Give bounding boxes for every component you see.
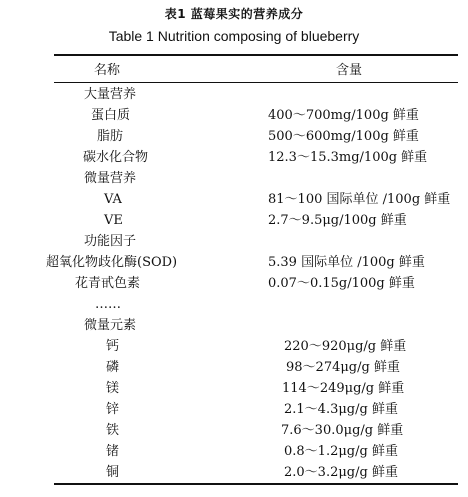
table-row [0,168,468,189]
row-value: 0.8～1.2μg/g 鲜重 [284,444,398,459]
table-row [0,210,468,231]
row-value: 500～600mg/100g 鲜重 [268,129,419,144]
table-row [0,273,468,294]
table-row [0,441,468,462]
table-row [0,378,468,399]
table-row [0,420,468,441]
row-name: 超氧化物歧化酶(SOD) [46,255,178,270]
row-value: 81～100 国际单位 /100g 鲜重 [268,192,451,207]
row-value: 7.6～30.0μg/g 鲜重 [281,423,404,438]
row-name: 锌 [106,402,120,417]
row-value: 0.07～0.15g/100g 鲜重 [268,276,415,291]
table-title-english: Table 1 Nutrition composing of blueberry [108,28,360,44]
row-name: 蛋白质 [91,108,131,123]
table-row [0,294,468,315]
row-name: 花青甙色素 [75,276,141,291]
row-name: 功能因子 [84,234,137,249]
row-value: 12.3～15.3mg/100g 鲜重 [268,150,428,165]
row-value: 2.0～3.2μg/g 鲜重 [284,465,398,480]
row-name: 锗 [106,444,120,459]
table-row [0,231,468,252]
table-row [0,357,468,378]
table-row [0,336,468,357]
row-name: 大量营养 [84,87,137,102]
column-header-name: 名称 [94,63,121,78]
table-row [0,315,468,336]
column-header-value: 含量 [336,63,363,78]
row-value: 220～920μg/g 鲜重 [284,339,407,354]
row-name: …… [95,297,121,312]
table-row [0,126,468,147]
row-value: 98～274μg/g 鲜重 [286,360,400,375]
table-top-rule [54,54,458,56]
row-name: 铁 [106,423,120,438]
table-title-chinese: 表1 蓝莓果实的营养成分 [164,7,304,21]
row-name: 碳水化合物 [83,150,149,165]
row-name: VE [104,213,123,228]
table-header-rule [54,82,458,83]
row-name: 脂肪 [97,129,124,144]
row-name: 铜 [106,465,120,480]
row-value: 400～700mg/100g 鲜重 [268,108,419,123]
table-row [0,189,468,210]
table-row [0,105,468,126]
row-value: 2.7～9.5μg/100g 鲜重 [268,213,407,228]
row-name: VA [104,192,122,207]
table-row [0,84,468,105]
row-name: 微量营养 [84,171,137,186]
row-value: 114～249μg/g 鲜重 [282,381,405,396]
row-value: 5.39 国际单位 /100g 鲜重 [268,255,425,270]
table-row [0,399,468,420]
table-row [0,147,468,168]
row-name: 微量元素 [84,318,137,333]
table-row [0,252,468,273]
row-value: 2.1～4.3μg/g 鲜重 [284,402,398,417]
row-name: 磷 [106,360,120,375]
row-name: 钙 [106,339,120,354]
row-name: 镁 [106,381,120,396]
table-bottom-rule [54,483,458,485]
table-row [0,462,468,483]
